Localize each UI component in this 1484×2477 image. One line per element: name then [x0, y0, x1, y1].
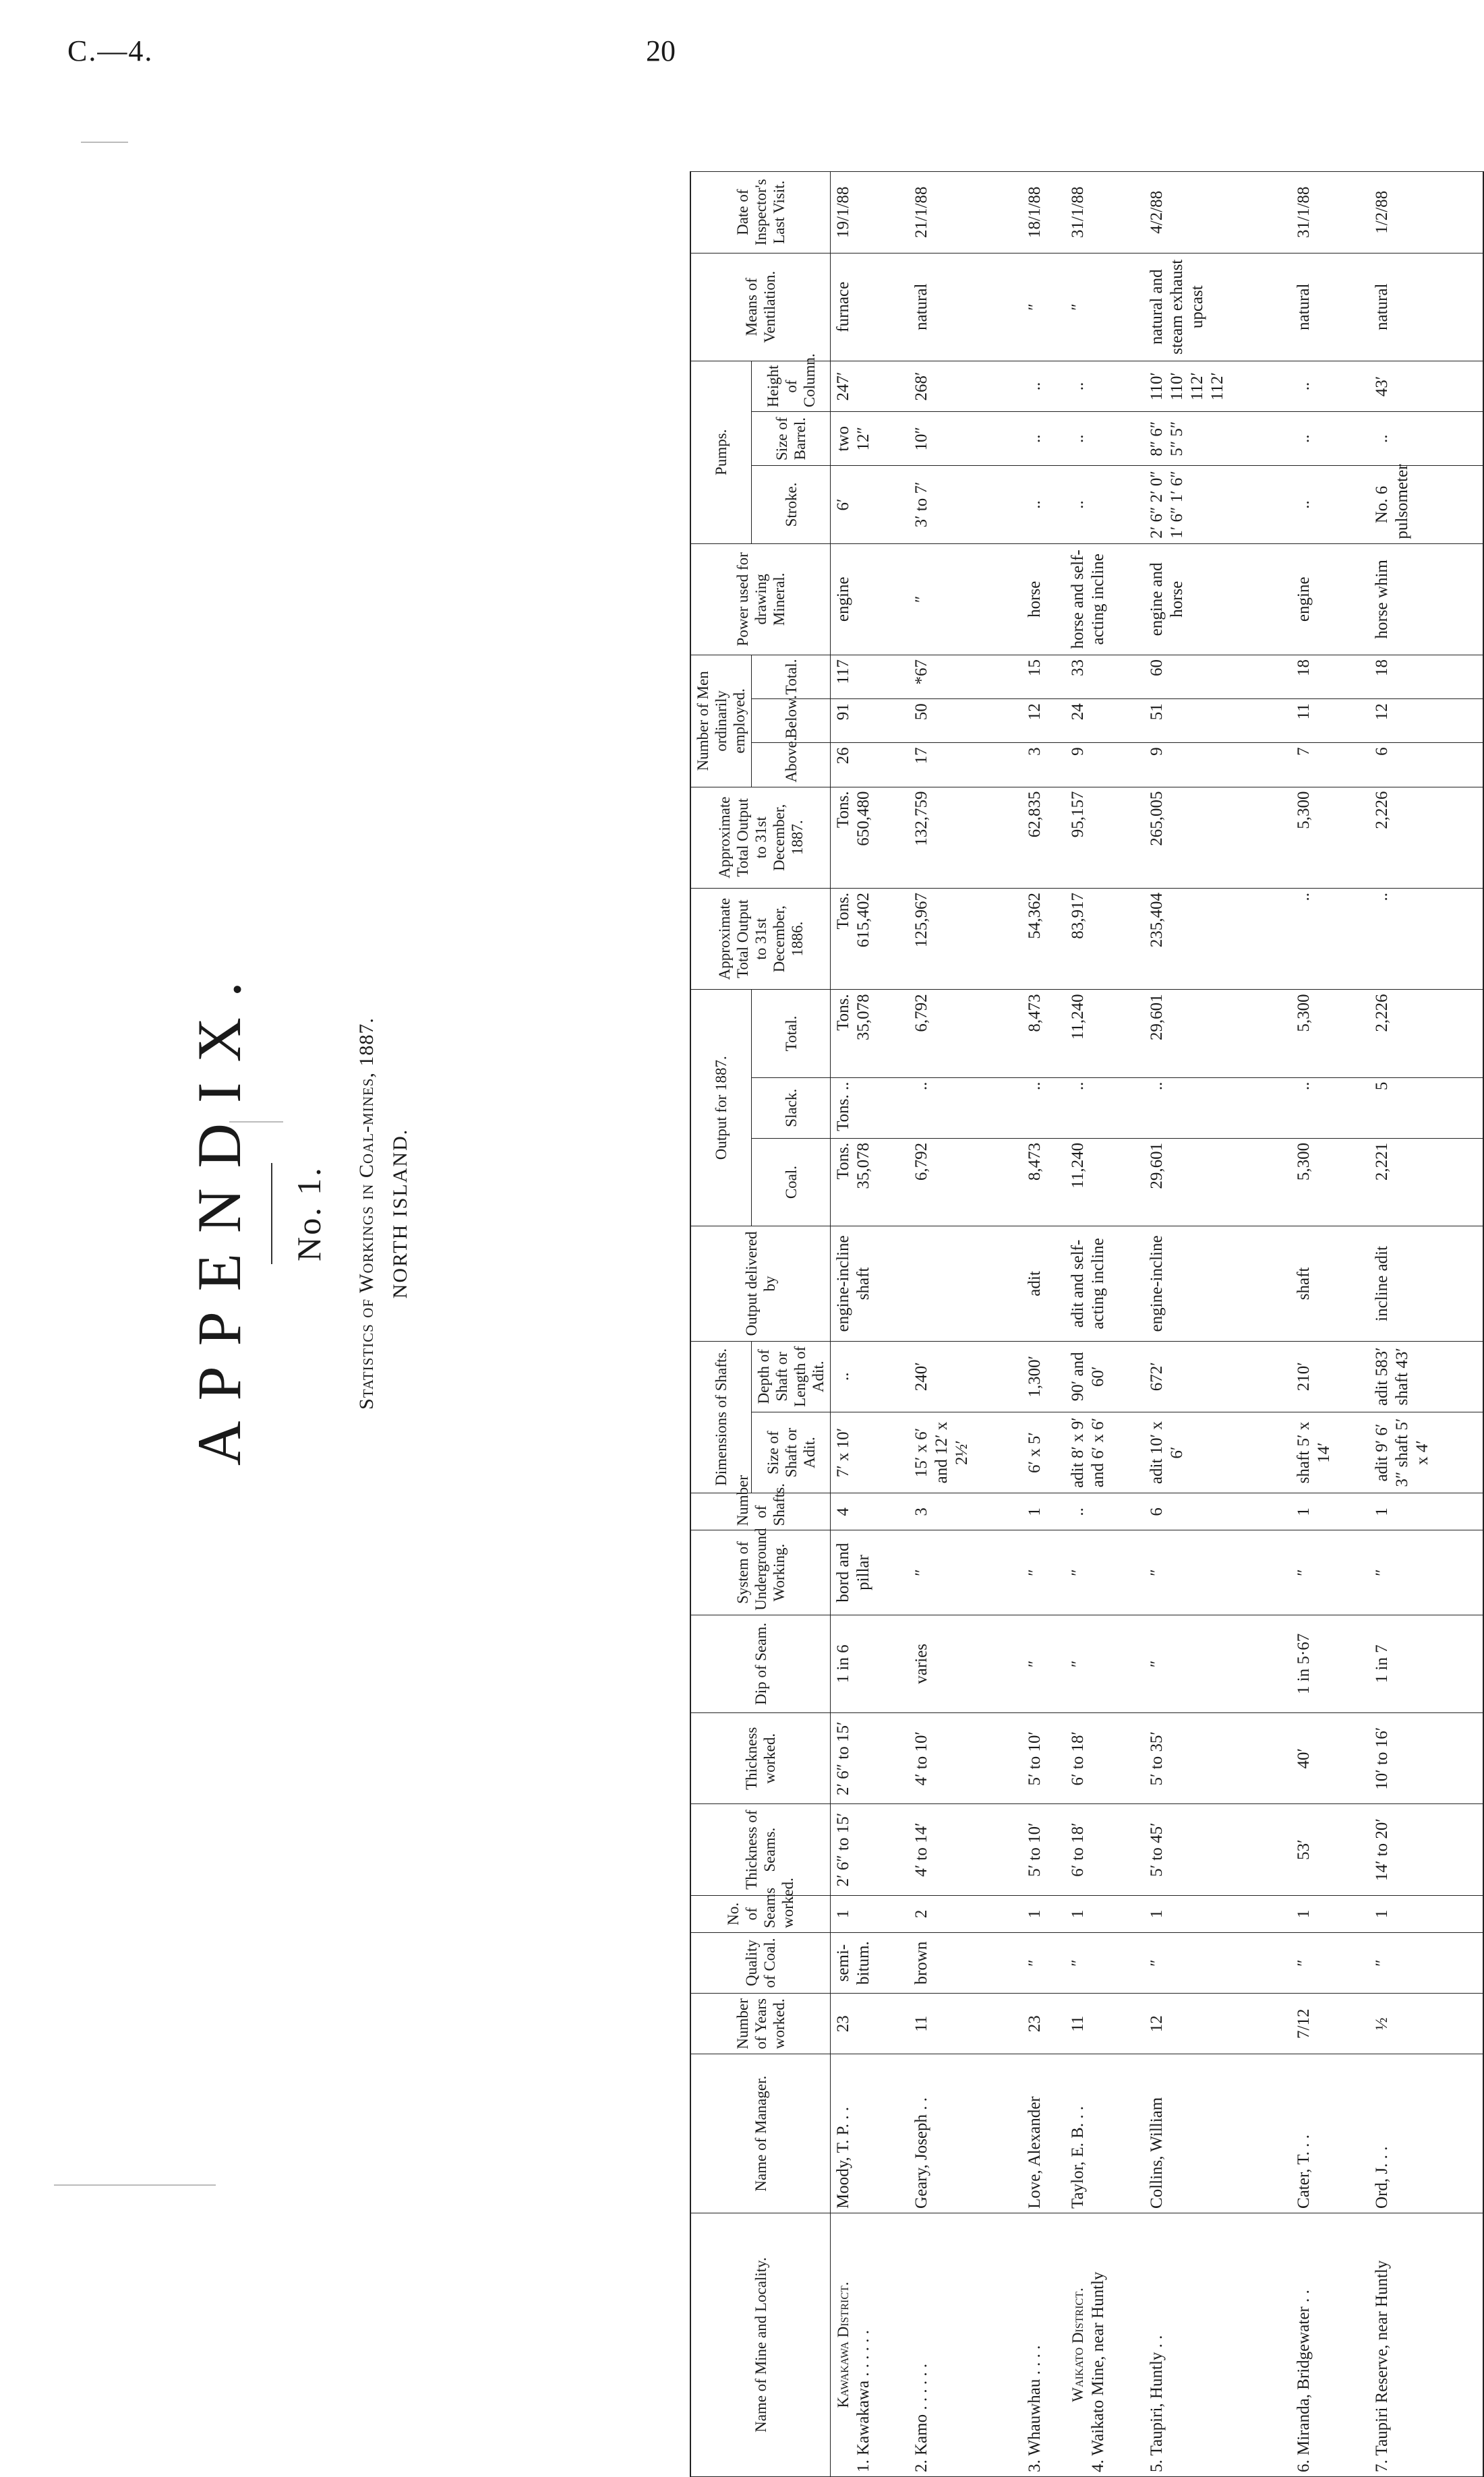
men-total-cell: 60 — [1144, 655, 1291, 699]
above-cell: 3 — [1022, 743, 1066, 787]
total-cell: 29,601 — [1144, 990, 1291, 1077]
thickness-seams-cell: 53′ — [1291, 1804, 1369, 1895]
size-cell: 6′ x 5′ — [1022, 1412, 1066, 1493]
col-delivered: Output delivered by — [690, 1226, 831, 1341]
col-men: Number of Men ordinarily employed. — [690, 655, 752, 787]
total-cell: 5,300 — [1291, 990, 1369, 1077]
table-row — [1144, 172, 1291, 2477]
manager-cell: Moody, T. P. . . — [831, 2054, 910, 2213]
thickness-seams-cell: 2′ 6″ to 15′ — [831, 1804, 910, 1895]
col-coal: Coal. — [752, 1138, 831, 1226]
below-cell: 11 — [1291, 699, 1369, 743]
manager-cell: Love, Alexander — [1022, 2054, 1066, 2213]
appendix-title: APPENDIX. — [185, 961, 254, 1466]
slack-cell: .. — [1291, 1077, 1369, 1138]
mine-name: 1. Kawakawa . . . . . . — [854, 2329, 872, 2472]
approx-1887-cell: 265,005 — [1144, 787, 1291, 888]
barrel-cell: 10″ — [909, 412, 1021, 466]
thickness-seams-cell: 4′ to 14′ — [909, 1804, 1021, 1895]
column-cell: 43′ — [1369, 361, 1483, 411]
size-cell: adit 10′ x 6′ — [1144, 1412, 1291, 1493]
barrel-cell: .. — [1291, 412, 1369, 466]
col-shafts: Number of Shafts. — [690, 1493, 831, 1530]
inspector-cell: 18/1/88 — [1022, 172, 1066, 253]
total-cell: Tons. 35,078 — [831, 990, 910, 1077]
quality-cell: ″ — [1065, 1932, 1144, 1993]
approx-1887-cell: 62,835 — [1022, 787, 1066, 888]
inspector-cell: 4/2/88 — [1144, 172, 1291, 253]
mine-cell: 6. Miranda, Bridgewater . . — [1291, 2213, 1369, 2476]
delivered-cell: adit — [1022, 1226, 1066, 1341]
depth-cell: 240′ — [909, 1341, 1021, 1412]
ventilation-cell: natural — [1369, 253, 1483, 361]
approx-1886-cell: Tons. 615,402 — [831, 888, 910, 989]
size-cell: 15′ x 6′ and 12′ x 2½′ — [909, 1412, 1021, 1493]
depth-cell: .. — [831, 1341, 910, 1412]
stroke-cell: 3′ to 7′ — [909, 466, 1021, 543]
barrel-cell: two 12″ — [831, 412, 910, 466]
quality-cell: ″ — [1291, 1932, 1369, 1993]
column-cell: 268′ — [909, 361, 1021, 411]
col-power: Power used for drawing Mineral. — [690, 543, 831, 655]
barrel-cell: .. — [1022, 412, 1066, 466]
shafts-cell: 1 — [1369, 1493, 1483, 1530]
power-cell: horse whim — [1369, 543, 1483, 655]
district-label: Waikato District. — [1069, 2288, 1087, 2402]
power-cell: ″ — [909, 543, 1021, 655]
slack-cell: .. — [1065, 1077, 1144, 1138]
slack-cell: 5 — [1369, 1077, 1483, 1138]
thickness-seams-cell: 5′ to 45′ — [1144, 1804, 1291, 1895]
column-cell: .. — [1291, 361, 1369, 411]
quality-cell: semi-bitum. — [831, 1932, 910, 1993]
below-cell: 50 — [909, 699, 1021, 743]
stroke-cell: 2′ 6″ 2′ 0″ 1′ 6″ 1′ 6″ — [1144, 466, 1291, 543]
mine-cell: 2. Kamo . . . . . . — [909, 2213, 1021, 2476]
mine-cell — [1065, 2213, 1144, 2476]
seams-cell: 1 — [1369, 1895, 1483, 1932]
total-cell: 11,240 — [1065, 990, 1144, 1077]
thickness-seams-cell: 6′ to 18′ — [1065, 1804, 1144, 1895]
system-cell: ″ — [1369, 1530, 1483, 1615]
approx-1887-cell: 5,300 — [1291, 787, 1369, 888]
above-cell: 17 — [909, 743, 1021, 787]
manager-cell: Ord, J. . . — [1369, 2054, 1483, 2213]
slack-cell: Tons. .. — [831, 1077, 910, 1138]
quality-cell: ″ — [1022, 1932, 1066, 1993]
ventilation-cell: furnace — [831, 253, 910, 361]
col-output-1887: Output for 1887. — [690, 990, 752, 1226]
power-cell: engine — [831, 543, 910, 655]
delivered-cell: engine-incline shaft — [831, 1226, 910, 1341]
power-cell: horse and self-acting incline — [1065, 543, 1144, 655]
above-cell: 26 — [831, 743, 910, 787]
shafts-cell: 6 — [1144, 1493, 1291, 1530]
inspector-cell: 1/2/88 — [1369, 172, 1483, 253]
col-years: Number of Years worked. — [690, 1994, 831, 2054]
barrel-cell: .. — [1369, 412, 1483, 466]
coal-cell: 6,792 — [909, 1138, 1021, 1226]
dip-cell: 1 in 7 — [1369, 1615, 1483, 1712]
system-cell: ″ — [1065, 1530, 1144, 1615]
depth-cell: 90′ and 60′ — [1065, 1341, 1144, 1412]
ventilation-cell: natural — [1291, 253, 1369, 361]
stroke-cell: .. — [1022, 466, 1066, 543]
stroke-cell: No. 6 pulsometer — [1369, 466, 1483, 543]
mine-cell: 7. Taupiri Reserve, near Huntly — [1369, 2213, 1483, 2476]
men-total-cell: 18 — [1369, 655, 1483, 699]
mine-cell — [831, 2213, 910, 2476]
delivered-cell: adit and self-acting incline — [1065, 1226, 1144, 1341]
col-column: Height of Column. — [752, 361, 831, 411]
system-cell: ″ — [1022, 1530, 1066, 1615]
mine-cell: 3. Whauwhau . . . . — [1022, 2213, 1066, 2476]
dip-cell: ″ — [1065, 1615, 1144, 1712]
years-cell: 7/12 — [1291, 1994, 1369, 2054]
below-cell: 12 — [1022, 699, 1066, 743]
system-cell: ″ — [1291, 1530, 1369, 1615]
stroke-cell: 6′ — [831, 466, 910, 543]
quality-cell: ″ — [1369, 1932, 1483, 1993]
men-total-cell: *67 — [909, 655, 1021, 699]
slack-cell: .. — [1144, 1077, 1291, 1138]
col-ventilation: Means of Ventilation. — [690, 253, 831, 361]
shafts-cell: 4 — [831, 1493, 910, 1530]
dip-cell: ″ — [1022, 1615, 1066, 1712]
title-rule — [271, 1163, 272, 1264]
years-cell: 12 — [1144, 1994, 1291, 2054]
coal-cell: 11,240 — [1065, 1138, 1144, 1226]
approx-1887-cell: 2,226 — [1369, 787, 1483, 888]
manager-cell: Geary, Joseph . . — [909, 2054, 1021, 2213]
size-cell: adit 9′ 6′ 3″ shaft 5′ x 4′ — [1369, 1412, 1483, 1493]
barrel-cell: 8″ 6″ 5″ 5″ — [1144, 412, 1291, 466]
shafts-cell: 1 — [1291, 1493, 1369, 1530]
depth-cell: adit 583′ shaft 43′ — [1369, 1341, 1483, 1412]
inspector-cell: 19/1/88 — [831, 172, 910, 253]
statistics-title: Statistics of Workings in Coal-mines, 1887. — [355, 1017, 378, 1410]
shafts-cell: .. — [1065, 1493, 1144, 1530]
col-manager: Name of Manager. — [690, 2054, 831, 2213]
size-cell: shaft 5′ x 14′ — [1291, 1412, 1369, 1493]
col-barrel: Size of Barrel. — [752, 412, 831, 466]
col-total: Total. — [752, 990, 831, 1077]
size-cell: 7′ x 10′ — [831, 1412, 910, 1493]
column-cell: .. — [1065, 361, 1144, 411]
manager-cell: Cater, T. . . — [1291, 2054, 1369, 2213]
col-mine: Name of Mine and Locality. — [690, 2213, 831, 2476]
seams-cell: 1 — [1022, 1895, 1066, 1932]
col-seams: No. of Seams worked. — [690, 1895, 831, 1932]
inspector-cell: 31/1/88 — [1291, 172, 1369, 253]
men-total-cell: 117 — [831, 655, 910, 699]
delivered-cell: engine-incline — [1144, 1226, 1291, 1341]
col-above: Above. — [752, 743, 831, 787]
col-approx-1887: Approximate Total Output to 31st December, 1887. — [690, 787, 831, 888]
seams-cell: 1 — [1144, 1895, 1291, 1932]
thickness-seams-cell: 5′ to 10′ — [1022, 1804, 1066, 1895]
ventilation-cell: natural and steam exhaust upcast — [1144, 253, 1291, 361]
below-cell: 51 — [1144, 699, 1291, 743]
years-cell: 11 — [909, 1994, 1021, 2054]
col-system: System of Underground Working. — [690, 1530, 831, 1615]
dip-cell: varies — [909, 1615, 1021, 1712]
seams-cell: 2 — [909, 1895, 1021, 1932]
approx-1886-cell: 54,362 — [1022, 888, 1066, 989]
col-approx-1886: Approximate Total Output to 31st December, 1886. — [690, 888, 831, 989]
approx-1887-cell: Tons. 650,480 — [831, 787, 910, 888]
thickness-worked-cell: 4′ to 10′ — [909, 1713, 1021, 1804]
table-row — [1369, 172, 1483, 2477]
col-men-total: Total. — [752, 655, 831, 699]
island-label: NORTH ISLAND. — [389, 1128, 411, 1299]
mine-cell: 5. Taupiri, Huntly . . — [1144, 2213, 1291, 2476]
system-cell: ″ — [1144, 1530, 1291, 1615]
men-total-cell: 15 — [1022, 655, 1066, 699]
col-size: Size of Shaft or Adit. — [752, 1412, 831, 1493]
table-row — [1291, 172, 1369, 2477]
seams-cell: 1 — [1291, 1895, 1369, 1932]
column-cell: 110′ 110′ 112′ 112′ — [1144, 361, 1291, 411]
power-cell: engine — [1291, 543, 1369, 655]
power-cell: engine and horse — [1144, 543, 1291, 655]
table-row — [831, 172, 910, 2477]
thickness-worked-cell: 40′ — [1291, 1713, 1369, 1804]
table-row — [909, 172, 1021, 2477]
dip-cell: ″ — [1144, 1615, 1291, 1712]
ventilation-cell: natural — [909, 253, 1021, 361]
approx-1886-cell: 83,917 — [1065, 888, 1144, 989]
total-cell: 6,792 — [909, 990, 1021, 1077]
scan-speck — [54, 2184, 216, 2186]
col-quality: Quality of Coal. — [690, 1932, 831, 1993]
power-cell: horse — [1022, 543, 1066, 655]
manager-cell: Collins, William — [1144, 2054, 1291, 2213]
thickness-worked-cell: 10′ to 16′ — [1369, 1713, 1483, 1804]
thickness-worked-cell: 5′ to 35′ — [1144, 1713, 1291, 1804]
appendix-number: No. 1. — [290, 1166, 328, 1261]
col-slack: Slack. — [752, 1077, 831, 1138]
inspector-cell: 21/1/88 — [909, 172, 1021, 253]
slack-cell: .. — [1022, 1077, 1066, 1138]
stroke-cell: .. — [1065, 466, 1144, 543]
system-cell: ″ — [909, 1530, 1021, 1615]
approx-1887-cell: 132,759 — [909, 787, 1021, 888]
dip-cell: 1 in 6 — [831, 1615, 910, 1712]
approx-1886-cell: .. — [1369, 888, 1483, 989]
col-inspector: Date of Inspector's Last Visit. — [690, 172, 831, 253]
thickness-worked-cell: 6′ to 18′ — [1065, 1713, 1144, 1804]
column-cell: .. — [1022, 361, 1066, 411]
col-below: Below. — [752, 699, 831, 743]
approx-1886-cell: 125,967 — [909, 888, 1021, 989]
seams-cell: 1 — [831, 1895, 910, 1932]
scan-speck — [81, 142, 128, 143]
stroke-cell: .. — [1291, 466, 1369, 543]
thickness-worked-cell: 2′ 6″ to 15′ — [831, 1713, 910, 1804]
depth-cell: 210′ — [1291, 1341, 1369, 1412]
delivered-cell — [909, 1226, 1021, 1341]
delivered-cell: shaft — [1291, 1226, 1369, 1341]
years-cell: 23 — [1022, 1994, 1066, 2054]
depth-cell: 672′ — [1144, 1341, 1291, 1412]
barrel-cell: .. — [1065, 412, 1144, 466]
delivered-cell: incline adit — [1369, 1226, 1483, 1341]
size-cell: adit 8′ x 9′ and 6′ x 6′ — [1065, 1412, 1144, 1493]
coal-cell: 2,221 — [1369, 1138, 1483, 1226]
shafts-cell: 3 — [909, 1493, 1021, 1530]
mine-name: 4. Waikato Mine, near Huntly — [1089, 2271, 1108, 2472]
below-cell: 24 — [1065, 699, 1144, 743]
total-cell: 8,473 — [1022, 990, 1066, 1077]
table-row — [1022, 172, 1066, 2477]
col-dimensions: Dimensions of Shafts. — [690, 1341, 752, 1493]
ventilation-cell: ″ — [1065, 253, 1144, 361]
years-cell: 23 — [831, 1994, 910, 2054]
page-number: 20 — [646, 34, 676, 67]
col-thickness-worked: Thickness worked. — [690, 1713, 831, 1804]
table-row — [1065, 172, 1144, 2477]
depth-cell: 1,300′ — [1022, 1341, 1066, 1412]
col-thickness-seams: Thickness of Seams. — [690, 1804, 831, 1895]
men-total-cell: 33 — [1065, 655, 1144, 699]
col-dip: Dip of Seam. — [690, 1615, 831, 1712]
district-label: Kawakawa District. — [835, 2281, 852, 2408]
above-cell: 9 — [1144, 743, 1291, 787]
thickness-worked-cell: 5′ to 10′ — [1022, 1713, 1066, 1804]
slack-cell: .. — [909, 1077, 1021, 1138]
manager-cell: Taylor, E. B. . . — [1065, 2054, 1144, 2213]
system-cell: bord and pillar — [831, 1530, 910, 1615]
ventilation-cell: ″ — [1022, 253, 1066, 361]
report-reference: C.—4. — [67, 34, 154, 67]
approx-1886-cell: .. — [1291, 888, 1369, 989]
coal-cell: 29,601 — [1144, 1138, 1291, 1226]
seams-cell: 1 — [1065, 1895, 1144, 1932]
coal-mines-statistics-table — [690, 171, 1484, 2477]
column-cell: 247′ — [831, 361, 910, 411]
coal-cell: 5,300 — [1291, 1138, 1369, 1226]
quality-cell: ″ — [1144, 1932, 1291, 1993]
coal-cell: 8,473 — [1022, 1138, 1066, 1226]
table-header-row-1 — [690, 172, 752, 2477]
coal-mines-table-wrapper — [690, 171, 1484, 2477]
below-cell: 91 — [831, 699, 910, 743]
coal-cell: Tons. 35,078 — [831, 1138, 910, 1226]
total-cell: 2,226 — [1369, 990, 1483, 1077]
years-cell: 11 — [1065, 1994, 1144, 2054]
above-cell: 7 — [1291, 743, 1369, 787]
col-stroke: Stroke. — [752, 466, 831, 543]
above-cell: 6 — [1369, 743, 1483, 787]
thickness-seams-cell: 14′ to 20′ — [1369, 1804, 1483, 1895]
appendix-heading — [182, 951, 465, 1476]
col-pumps: Pumps. — [690, 361, 752, 543]
above-cell: 9 — [1065, 743, 1144, 787]
quality-cell: brown — [909, 1932, 1021, 1993]
approx-1886-cell: 235,404 — [1144, 888, 1291, 989]
shafts-cell: 1 — [1022, 1493, 1066, 1530]
dip-cell: 1 in 5·67 — [1291, 1615, 1369, 1712]
years-cell: ½ — [1369, 1994, 1483, 2054]
approx-1887-cell: 95,157 — [1065, 787, 1144, 888]
inspector-cell: 31/1/88 — [1065, 172, 1144, 253]
below-cell: 12 — [1369, 699, 1483, 743]
col-depth: Depth of Shaft or Length of Adit. — [752, 1341, 831, 1412]
men-total-cell: 18 — [1291, 655, 1369, 699]
